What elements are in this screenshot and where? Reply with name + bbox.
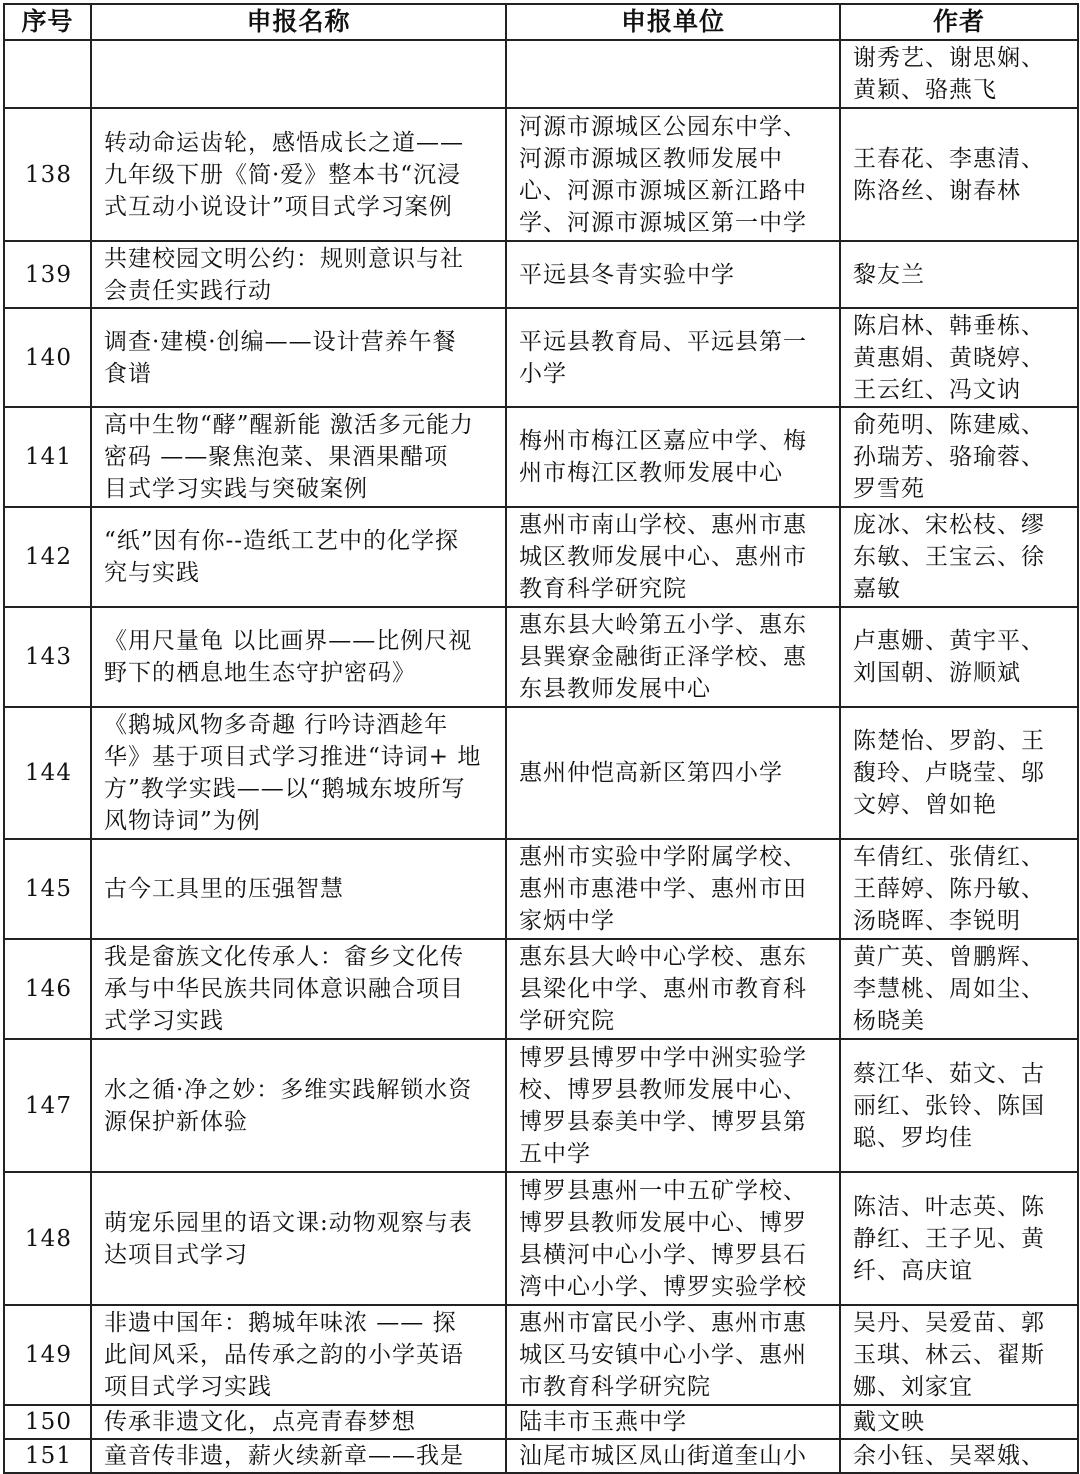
awards-table — [3, 3, 1079, 1474]
row-index: 140 — [4, 308, 91, 407]
row-name: 调查·建模·创编——设计营养午餐 食谱 — [91, 308, 506, 407]
row-unit: 汕尾市城区凤山街道奎山小 — [506, 1439, 840, 1473]
row-index: 138 — [4, 108, 91, 241]
header-row — [4, 4, 1078, 40]
row-author: 吴丹、吴爱苗、郭 玉琪、林云、翟斯 娜、刘家宜 — [840, 1305, 1078, 1405]
row-author: 陈洁、叶志英、陈 静红、王子见、黄 纤、高庆谊 — [840, 1172, 1078, 1305]
row-unit: 河源市源城区公园东中学、 河源市源城区教师发展中 心、河源市源城区新江路中 学、河源市源城区第一中学 — [506, 108, 840, 241]
header-index: 序号 — [4, 4, 91, 40]
row-name: 高中生物“酵”醒新能 激活多元能力 密码 ——聚焦泡菜、果酒果醋项 目式学习实践与突破案例 — [91, 407, 506, 507]
row-unit: 惠东县大岭中心学校、惠东 县梁化中学、惠州市教育科 学研究院 — [506, 939, 840, 1039]
row-author: 谢秀艺、谢思娴、 黄颖、骆燕飞 — [840, 40, 1078, 108]
table-row — [4, 607, 1078, 707]
row-name: 转动命运齿轮，感悟成长之道—— 九年级下册《简·爱》整本书“沉浸 式互动小说设计”项目式学习案例 — [91, 108, 506, 241]
table-row — [4, 108, 1078, 241]
row-name — [91, 40, 506, 108]
header-unit: 申报单位 — [506, 4, 840, 40]
row-name: 传承非遗文化，点亮青春梦想 — [91, 1405, 506, 1439]
row-author: 黄广英、曾鹏辉、 李慧桃、周如尘、 杨晓美 — [840, 939, 1078, 1039]
table-row — [4, 241, 1078, 308]
table-row — [4, 939, 1078, 1039]
row-index: 149 — [4, 1305, 91, 1405]
row-name: 童音传非遗，薪火续新章——我是 — [91, 1439, 506, 1473]
row-name: “纸”因有你--造纸工艺中的化学探 究与实践 — [91, 507, 506, 607]
row-author: 黎友兰 — [840, 241, 1078, 308]
row-author: 余小钰、吴翠娥、 — [840, 1439, 1078, 1473]
table-row — [4, 1039, 1078, 1172]
table-row — [4, 1439, 1078, 1473]
row-index: 143 — [4, 607, 91, 707]
row-name: 《鹅城风物多奇趣 行吟诗酒趁年 华》基于项目式学习推进“诗词+ 地 方”教学实践——以“鹅城东坡所写 风物诗词”为例 — [91, 707, 506, 839]
row-index: 147 — [4, 1039, 91, 1172]
row-unit: 惠州市富民小学、惠州市惠 城区马安镇中心小学、惠州 市教育科学研究院 — [506, 1305, 840, 1405]
row-author: 俞苑明、陈建威、 孙瑞芳、骆瑜蓉、 罗雪苑 — [840, 407, 1078, 507]
row-index — [4, 40, 91, 108]
row-unit — [506, 40, 840, 108]
row-name: 《用尺量龟 以比画界——比例尺视 野下的栖息地生态守护密码》 — [91, 607, 506, 707]
row-index: 144 — [4, 707, 91, 839]
row-index: 145 — [4, 839, 91, 939]
row-unit: 博罗县博罗中学中洲实验学 校、博罗县教师发展中心、 博罗县泰美中学、博罗县第 五中学 — [506, 1039, 840, 1172]
row-unit: 惠州市南山学校、惠州市惠 城区教师发展中心、惠州市 教育科学研究院 — [506, 507, 840, 607]
table-row — [4, 407, 1078, 507]
row-index: 142 — [4, 507, 91, 607]
row-author: 车倩红、张倩红、 王薛婷、陈丹敏、 汤晓晖、李锐明 — [840, 839, 1078, 939]
header-name: 申报名称 — [91, 4, 506, 40]
row-author: 戴文映 — [840, 1405, 1078, 1439]
row-author: 蔡江华、茹文、古 丽红、张铃、陈国 聪、罗均佳 — [840, 1039, 1078, 1172]
row-name: 萌宠乐园里的语文课:动物观察与表 达项目式学习 — [91, 1172, 506, 1305]
row-unit: 惠州市实验中学附属学校、 惠州市惠港中学、惠州市田 家炳中学 — [506, 839, 840, 939]
row-index: 146 — [4, 939, 91, 1039]
row-unit: 梅州市梅江区嘉应中学、梅 州市梅江区教师发展中心 — [506, 407, 840, 507]
row-index: 139 — [4, 241, 91, 308]
row-index: 141 — [4, 407, 91, 507]
row-unit: 平远县冬青实验中学 — [506, 241, 840, 308]
table-row — [4, 839, 1078, 939]
row-author: 庞冰、宋松枝、缪 东敏、王宝云、徐 嘉敏 — [840, 507, 1078, 607]
table-row — [4, 308, 1078, 407]
table-row — [4, 40, 1078, 108]
table-row — [4, 707, 1078, 839]
row-index: 150 — [4, 1405, 91, 1439]
row-unit: 惠州仲恺高新区第四小学 — [506, 707, 840, 839]
row-unit: 陆丰市玉燕中学 — [506, 1405, 840, 1439]
row-author: 陈楚怡、罗韵、王 馥玲、卢晓莹、邬 文婷、曾如艳 — [840, 707, 1078, 839]
row-author: 卢惠姗、黄宇平、 刘国朝、游顺斌 — [840, 607, 1078, 707]
table-row — [4, 1305, 1078, 1405]
row-name: 古今工具里的压强智慧 — [91, 839, 506, 939]
row-name: 水之循·净之妙：多维实践解锁水资 源保护新体验 — [91, 1039, 506, 1172]
table-row — [4, 1172, 1078, 1305]
row-name: 我是畲族文化传承人：畲乡文化传 承与中华民族共同体意识融合项目 式学习实践 — [91, 939, 506, 1039]
row-name: 非遗中国年：鹅城年味浓 —— 探 此间风采，品传承之韵的小学英语 项目式学习实践 — [91, 1305, 506, 1405]
row-index: 151 — [4, 1439, 91, 1473]
row-author: 陈启林、韩垂栋、 黄惠娟、黄晓婷、 王云红、冯文讷 — [840, 308, 1078, 407]
row-unit: 博罗县惠州一中五矿学校、 博罗县教师发展中心、博罗 县横河中心小学、博罗县石 湾中心小学、博罗实验学校 — [506, 1172, 840, 1305]
table-row — [4, 507, 1078, 607]
row-unit: 惠东县大岭第五小学、惠东 县巽寮金融街正泽学校、惠 东县教师发展中心 — [506, 607, 840, 707]
row-index: 148 — [4, 1172, 91, 1305]
row-author: 王春花、李惠清、 陈洛丝、谢春林 — [840, 108, 1078, 241]
row-name: 共建校园文明公约：规则意识与社 会责任实践行动 — [91, 241, 506, 308]
row-unit: 平远县教育局、平远县第一 小学 — [506, 308, 840, 407]
table-row — [4, 1405, 1078, 1439]
header-author: 作者 — [840, 4, 1078, 40]
